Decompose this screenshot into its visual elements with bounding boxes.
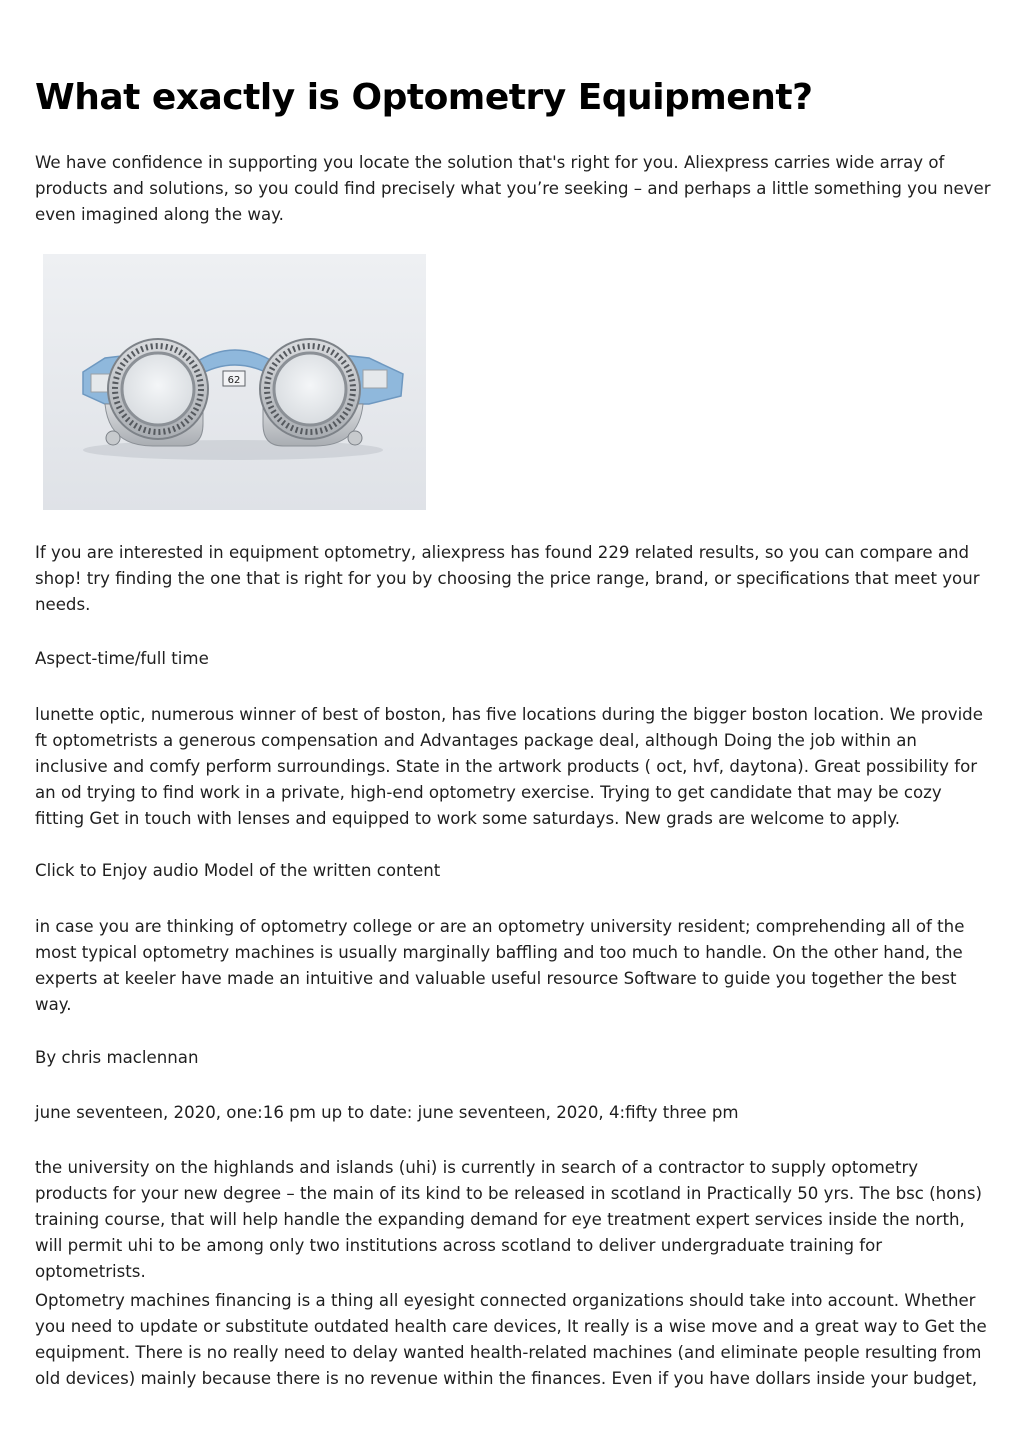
paragraph-date: june seventeen, 2020, one:16 pm up to date: june seventeen, 2020, 4:fifty three pm — [35, 1103, 739, 1122]
paragraph-results: If you are interested in equipment optometry, aliexpress has found 229 related results, so you can compare and shop! try finding the one that is right for you by choosing the price range, brand, or specifications that meet your needs. — [35, 543, 980, 614]
paragraph-financing: Optometry machines financing is a thing all eyesight connected organizations should take into account. Whether you need to update or substitute outdated health care devices, It really is a wise move and a great way to Get the equipment. There is no really need to delay wanted health-related machines (and eliminate people resulting from old devices) mainly because there is no revenue within the finances. Even if you have dollars inside your budget, — [35, 1291, 987, 1388]
paragraph-lunette-optic: lunette optic, numerous winner of best of boston, has five locations during the bigger boston location. We provide ft optometrists a generous compensation and Advantages package deal, although Doing the job within an inclusive and comfy perform surroundings. State in the artwork products ( oct, hvf, daytona). Great possibility for an od trying to find work in a private, high-end optometry exercise. Trying to get candidate that may be cozy fitting Get in touch with lenses and equipped to work some saturdays. New grads are welcome to apply. — [35, 705, 983, 828]
paragraph-uhi: the university on the highlands and islands (uhi) is currently in search of a contractor to supply optometry products for your new degree – the main of its kind to be released in scotland in Practically 50 yrs. The bsc (hons) training course, that will help handle the expanding demand for eye treatment expert services inside the north, will permit uhi to be among only two institutions across scotland to deliver undergraduate training for optometrists. — [35, 1158, 982, 1281]
paragraph-author: By chris maclennan — [35, 1048, 199, 1067]
trial-frame-photo — [43, 254, 426, 510]
paragraph-optometry-college: in case you are thinking of optometry college or are an optometry university resident; comprehending all of the most typical optometry machines is usually marginally baffling and too much to handle. On the other hand, the experts at keeler have made an intuitive and valuable useful resource Software to guide you together the best way. — [35, 917, 965, 1014]
page-title: What exactly is Optometry Equipment? — [35, 77, 813, 118]
paragraph-aspect-time: Aspect-time/full time — [35, 649, 209, 668]
paragraph-intro: We have confidence in supporting you locate the solution that's right for you. Aliexpress carries wide array of products and solutions, so you could find precisely what you’re seeking – and perhaps a little something you never even imagined along the way. — [35, 153, 991, 224]
paragraph-audio-model: Click to Enjoy audio Model of the written content — [35, 861, 441, 880]
frame-label: 62 — [227, 375, 241, 386]
